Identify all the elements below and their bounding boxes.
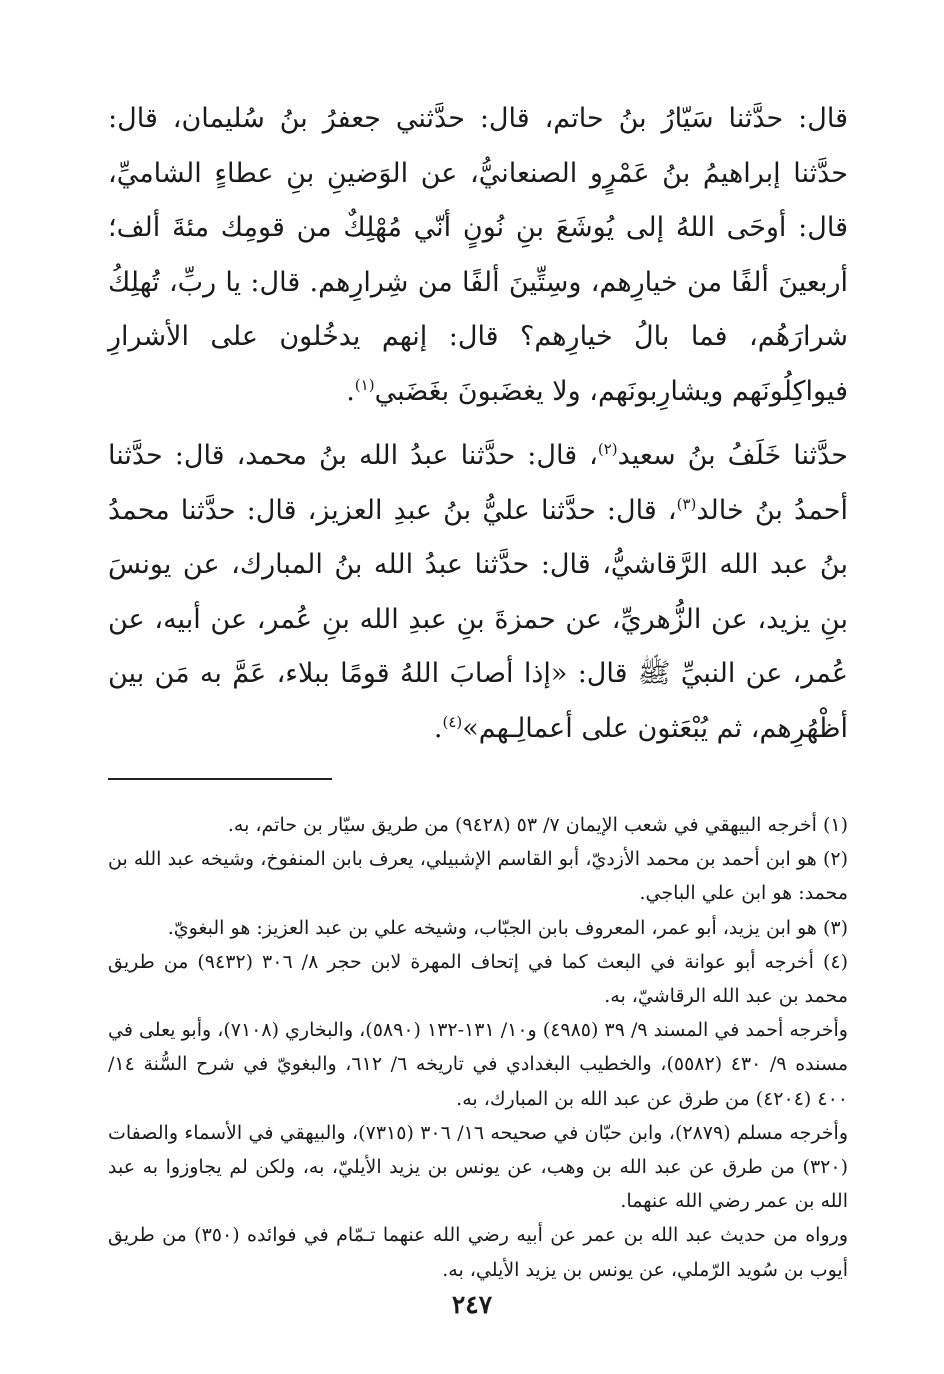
footnote-ref-4[interactable]: (٤)	[442, 712, 463, 731]
paragraph-1-text: قال: حدَّثنا سَيّارُ بنُ حاتم، قال: حدَّثني جعفرُ بنُ سُليمان، قال: حدَّثنا إبراهيمُ بنُ عَمْرٍو الصنعانيُّ، عن الوَضينِ بنِ عطاءٍ الشاميِّ، قال: أوحَى اللهُ إلى يُوشَعَ بنِ نُونٍ أنّي مُهْلِكٌ من قومِك مئةَ ألف؛ أربعينَ ألفًا من خيارِهم، وسِتِّينَ ألفًا من شِرارِهم. قال: يا ربِّ، تُهلِكُ شرارَهُم، فما بالُ خيارِهم؟ قال: إنهم يدخُلون على الأشرارِ فيواكِلُونَهم ويشارِبونَهم، ولا يغضَبونَ بغَضَبي	[108, 103, 848, 407]
main-paragraph-2	[108, 429, 848, 756]
page-number: ٢٤٧	[451, 1290, 493, 1319]
footnote-separator	[108, 778, 332, 780]
paragraph-2-text-a: حدَّثنا خَلَفُ بنُ سعيد	[617, 440, 848, 471]
footnote-2: (٢) هو ابن أحمد بن محمد الأزديّ، أبو القاسم الإشبيلي، يعرف بابن المنفوخ، وشيخه عبد الله بن محمد: هو ابن علي الباجي.	[108, 848, 848, 905]
footnote-1: (١) أخرجه البيهقي في شعب الإيمان ٧/ ٥٣ (٩٤٢٨) من طريق سيّار بن حاتم، به.	[227, 814, 848, 836]
page-body	[108, 92, 848, 1287]
footnote-ref-3[interactable]: (٣)	[676, 494, 697, 513]
footnote-4-continuation-3: ورواه من حديث عبد الله بن عمر عن أبيه رضي الله عنهما تـمّام في فوائده (٣٥٠) من طريق أيوب بن سُويد الرّملي، عن يونس بن يزيد الأيلي، به.	[108, 1224, 848, 1281]
paragraph-1-end: .	[346, 375, 355, 407]
footnote-4: (٤) أخرجه أبو عوانة في البعث كما في إتحاف المهرة لابن حجر ٨/ ٣٠٦ (٩٤٣٢) من طريق محمد بن عبد الله الرقاشيّ، به.	[108, 950, 848, 1008]
paragraph-2-text-c: ، قال: حدَّثنا عليُّ بنُ عبدِ العزيز، قال: حدَّثنا محمدُ بنُ عبد الله الرَّقاشيُّ، قال: حدَّثنا عبدُ الله بنُ المبارك، عن يونسَ بنِ يزيد، عن الزُّهريِّ، عن حمزةَ بنِ عبدِ الله بنِ عُمر، عن أبيه، عن عُمر، عن النبيِّ ﷺ قال: «إذا أصابَ اللهُ قومًا ببلاء، عَمَّ به مَن بين أظْهُرِهم، ثم يُبْعَثون على أعمالِـهم»	[108, 494, 848, 744]
main-paragraph-1	[108, 92, 848, 419]
paragraph-2-text-b: ، قال: حدَّثنا عبدُ الله بنُ محمد، قال: حدَّثنا أحمدُ بنُ خالد	[108, 440, 848, 526]
footnotes-section	[108, 808, 848, 1287]
footnote-3: (٣) هو ابن يزيد، أبو عمر، المعروف بابن الجبّاب، وشيخه علي بن عبد العزيز: هو البغويّ.	[167, 916, 848, 939]
paragraph-2-end: .	[433, 712, 443, 744]
footnote-ref-1[interactable]: (١)	[354, 375, 375, 394]
footnote-4-continuation-2: وأخرجه مسلم (٢٨٧٩)، وابن حبّان في صحيحه ١٦/ ٣٠٦ (٧٣١٥)، والبيهقي في الأسماء والصفات (٣٢٠) من طرق عن عبد الله بن وهب، عن يونس بن يزيد الأيليّ، به، ولكن لم يجاوزوا به عبد الله بن عمر رضي الله عنهما.	[108, 1121, 849, 1213]
footnote-4-continuation-1: وأخرجه أحمد في المسند ٩/ ٣٩ (٤٩٨٥) و١٠/ ١٣١-١٣٢ (٥٨٩٠)، والبخاري (٧١٠٨)، وأبو يعلى في مسنده ٩/ ٤٣٠ (٥٥٨٢)، والخطيب البغدادي في تاريخه ٦/ ٦١٢، والبغويّ في شرح السُّنة ١٤/ ٤٠٠ (٤٢٠٤) من طرق عن عبد الله بن المبارك، به.	[108, 1019, 848, 1110]
footnote-ref-2[interactable]: (٢)	[597, 440, 618, 458]
